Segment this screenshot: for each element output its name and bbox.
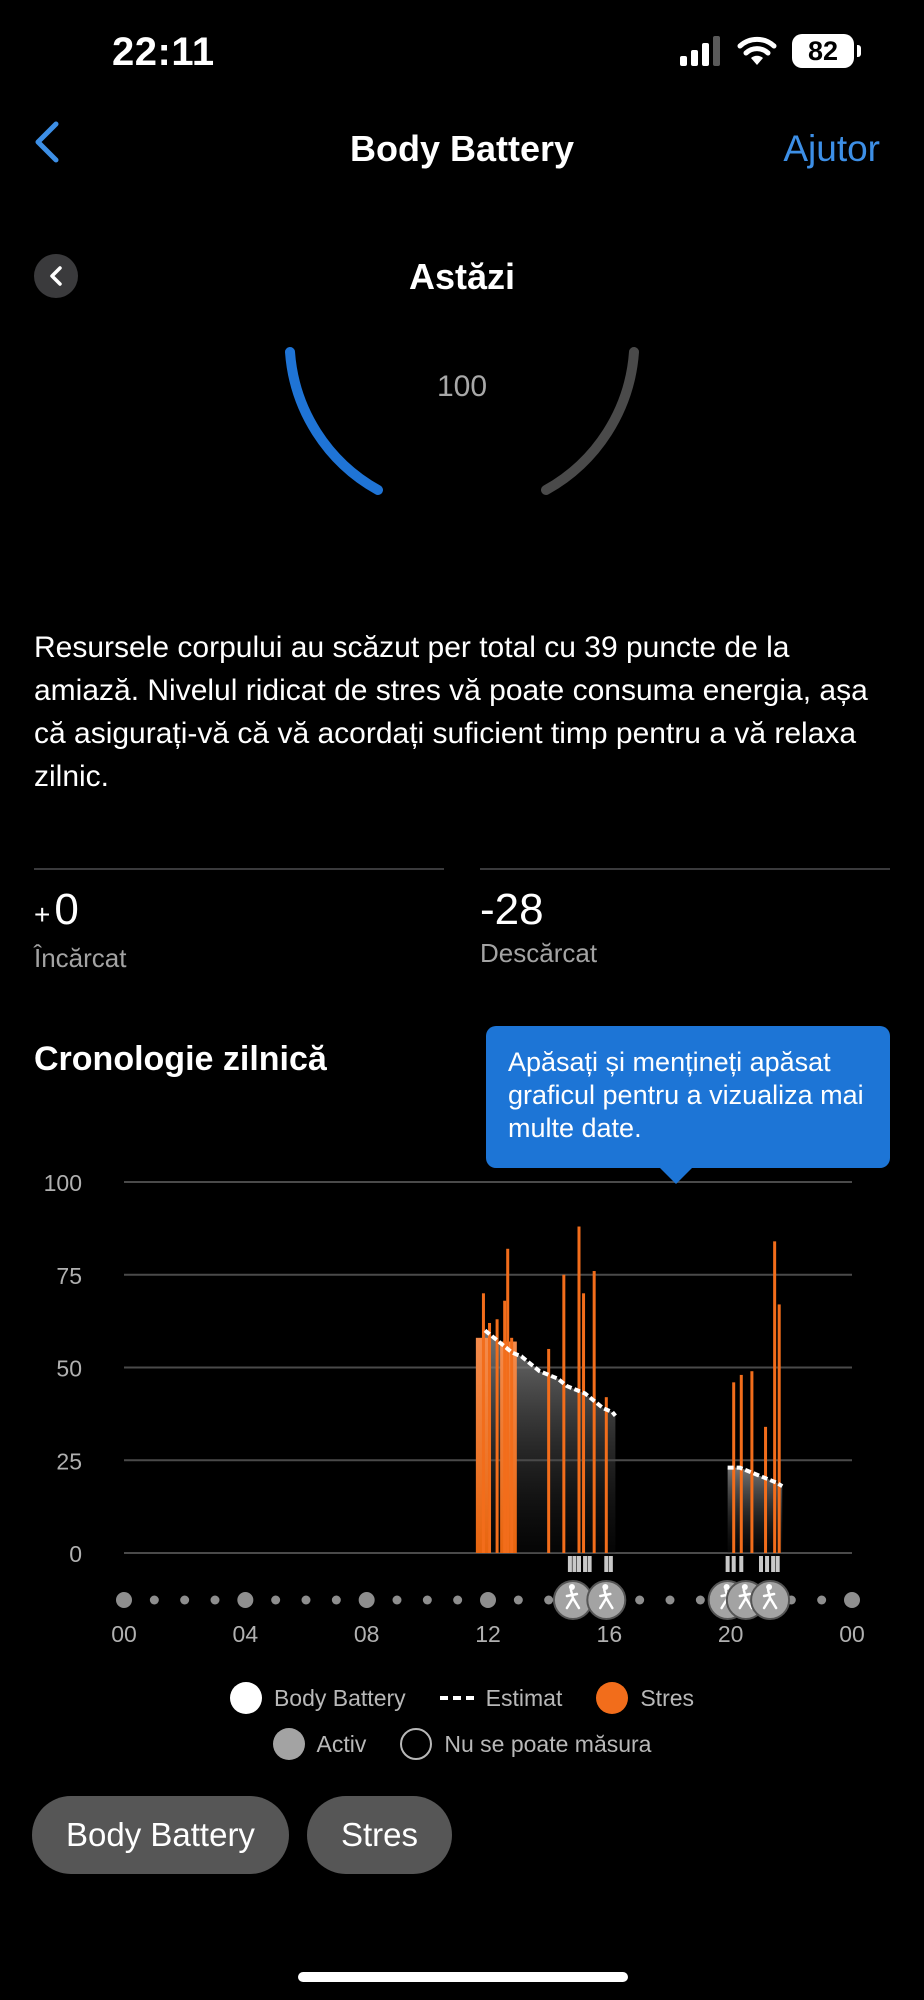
x-tick-label: 00 — [839, 1621, 865, 1647]
legend-dash-icon — [440, 1696, 474, 1700]
activity-tick — [609, 1556, 613, 1572]
legend-gray-dot-icon — [273, 1728, 305, 1760]
stress-spike — [503, 1301, 506, 1553]
activity-tick — [568, 1556, 572, 1572]
x-tick-label: 08 — [353, 1621, 380, 1647]
chart-tooltip[interactable]: Apăsați și mențineți apăsat graficul pentru a vizualiza mai multe date. — [486, 1026, 890, 1168]
stress-spike — [764, 1427, 767, 1553]
body-battery-pill[interactable]: Body Battery — [32, 1796, 289, 1874]
stress-block — [476, 1338, 488, 1553]
hour-dot-major — [359, 1592, 375, 1608]
activity-tick — [583, 1556, 587, 1572]
hour-dot-minor — [817, 1596, 826, 1605]
signal-icon — [680, 36, 722, 66]
stress-spike — [773, 1241, 776, 1553]
stress-spike — [778, 1304, 781, 1553]
y-tick-label: 50 — [56, 1355, 82, 1382]
legend-active — [273, 1728, 367, 1760]
page-title: Body Battery — [349, 128, 575, 169]
hour-dot-minor — [302, 1596, 311, 1605]
status-icons — [680, 34, 854, 68]
stress-spike — [562, 1275, 565, 1553]
hour-dot-minor — [696, 1596, 705, 1605]
wifi-icon — [736, 35, 778, 67]
hour-dot-minor — [332, 1596, 341, 1605]
stress-spike — [547, 1349, 550, 1553]
walking-head-icon — [742, 1584, 748, 1590]
legend-white-dot-icon — [230, 1682, 262, 1714]
stress-spike — [496, 1319, 499, 1553]
hour-dot-major — [237, 1592, 253, 1608]
y-tick-label: 100 — [43, 1170, 82, 1196]
stress-spike — [593, 1271, 596, 1553]
hour-dot-minor — [150, 1596, 159, 1605]
charged-label: Încărcat — [34, 943, 127, 973]
charged-value-row — [34, 884, 444, 941]
day-selector — [0, 248, 924, 304]
hour-dot-minor — [544, 1596, 553, 1605]
x-tick-label: 12 — [475, 1621, 501, 1647]
activity-tick — [604, 1556, 608, 1572]
legend-estimated-label: Estimat — [485, 1684, 563, 1711]
walking-head-icon — [724, 1584, 730, 1590]
drained-value: -28 — [480, 885, 544, 934]
help-link[interactable]: Ajutor — [783, 128, 880, 169]
status-time: 22:11 — [112, 30, 215, 74]
legend-stress — [596, 1682, 694, 1714]
stress-spike — [582, 1293, 585, 1553]
x-tick-label: 00 — [111, 1621, 137, 1647]
legend-body-battery — [230, 1682, 406, 1714]
chart-mode-pills — [32, 1796, 452, 1874]
battery-level: 82 — [807, 35, 839, 66]
day-label: Astăzi — [408, 256, 516, 297]
gauge-value: 100 — [436, 370, 488, 403]
body-battery-gauge — [262, 330, 662, 530]
activity-tick — [588, 1556, 592, 1572]
drained-label: Descărcat — [480, 938, 598, 968]
hour-dot-major — [116, 1592, 132, 1608]
x-tick-label: 16 — [596, 1621, 623, 1647]
activity-tick — [739, 1556, 743, 1572]
x-tick-label: 20 — [717, 1621, 744, 1647]
summary-text: Resursele corpului au scăzut per total cu 39 puncte de la amiază. Nivelul ridicat de stres vă poate consuma energia, așa că asigurați-vă că vă acordați suficient timp pentru a vă relaxa zilnic. — [34, 631, 868, 793]
charged-value: 0 — [54, 885, 79, 934]
chart-legend-row — [0, 1728, 924, 1760]
hour-dot-minor — [393, 1596, 402, 1605]
stress-spike — [488, 1323, 491, 1553]
stress-spike — [510, 1338, 513, 1553]
drained-stat — [480, 868, 890, 969]
stress-spike — [750, 1371, 753, 1553]
y-tick-label: 25 — [56, 1448, 82, 1475]
legend-estimated — [440, 1685, 563, 1712]
legend-unmeasurable — [400, 1728, 651, 1760]
hour-dot-minor — [514, 1596, 523, 1605]
activity-tick — [776, 1556, 780, 1572]
y-tick-label: 75 — [56, 1262, 82, 1289]
status-bar — [0, 0, 924, 110]
walking-head-icon — [569, 1584, 575, 1590]
hour-dot-minor — [635, 1596, 644, 1605]
activity-tick — [572, 1556, 576, 1572]
activity-tick — [759, 1556, 763, 1572]
stress-pill[interactable]: Stres — [307, 1796, 452, 1874]
activity-tick — [765, 1556, 769, 1572]
chart-legend-row — [0, 1682, 924, 1714]
hour-dot-minor — [423, 1596, 432, 1605]
stress-spike — [506, 1249, 509, 1553]
stress-spike — [605, 1397, 608, 1553]
walking-head-icon — [602, 1584, 608, 1590]
y-tick-label: 0 — [69, 1541, 82, 1567]
activity-tick — [726, 1556, 730, 1572]
legend-orange-dot-icon — [596, 1682, 628, 1714]
walking-head-icon — [766, 1584, 772, 1590]
legend-unmeasurable-label: Nu se poate măsura — [444, 1730, 652, 1757]
hour-dot-minor — [211, 1596, 220, 1605]
x-tick-label: 04 — [232, 1621, 259, 1647]
activity-tick — [732, 1556, 736, 1572]
activity-tick — [771, 1556, 775, 1572]
battery-icon — [792, 34, 854, 68]
home-indicator[interactable] — [298, 1972, 628, 1982]
hour-dot-minor — [453, 1596, 462, 1605]
hour-dot-major — [480, 1592, 496, 1608]
hour-dot-minor — [666, 1596, 675, 1605]
activity-tick — [577, 1556, 581, 1572]
hour-dot-minor — [180, 1596, 189, 1605]
legend-body-battery-label: Body Battery — [273, 1684, 406, 1711]
legend-stress-label: Stres — [640, 1684, 695, 1711]
stress-spike — [740, 1375, 743, 1553]
legend-active-label: Activ — [316, 1730, 367, 1757]
hour-dot-minor — [271, 1596, 280, 1605]
section-title: Cronologie zilnică — [34, 1040, 327, 1078]
nav-bar — [0, 110, 924, 190]
daily-timeline-chart[interactable] — [0, 1150, 924, 1650]
charged-prefix: + — [34, 899, 51, 930]
hour-dot-major — [844, 1592, 860, 1608]
charged-stat — [34, 868, 444, 974]
legend-empty-circle-icon — [400, 1728, 432, 1760]
